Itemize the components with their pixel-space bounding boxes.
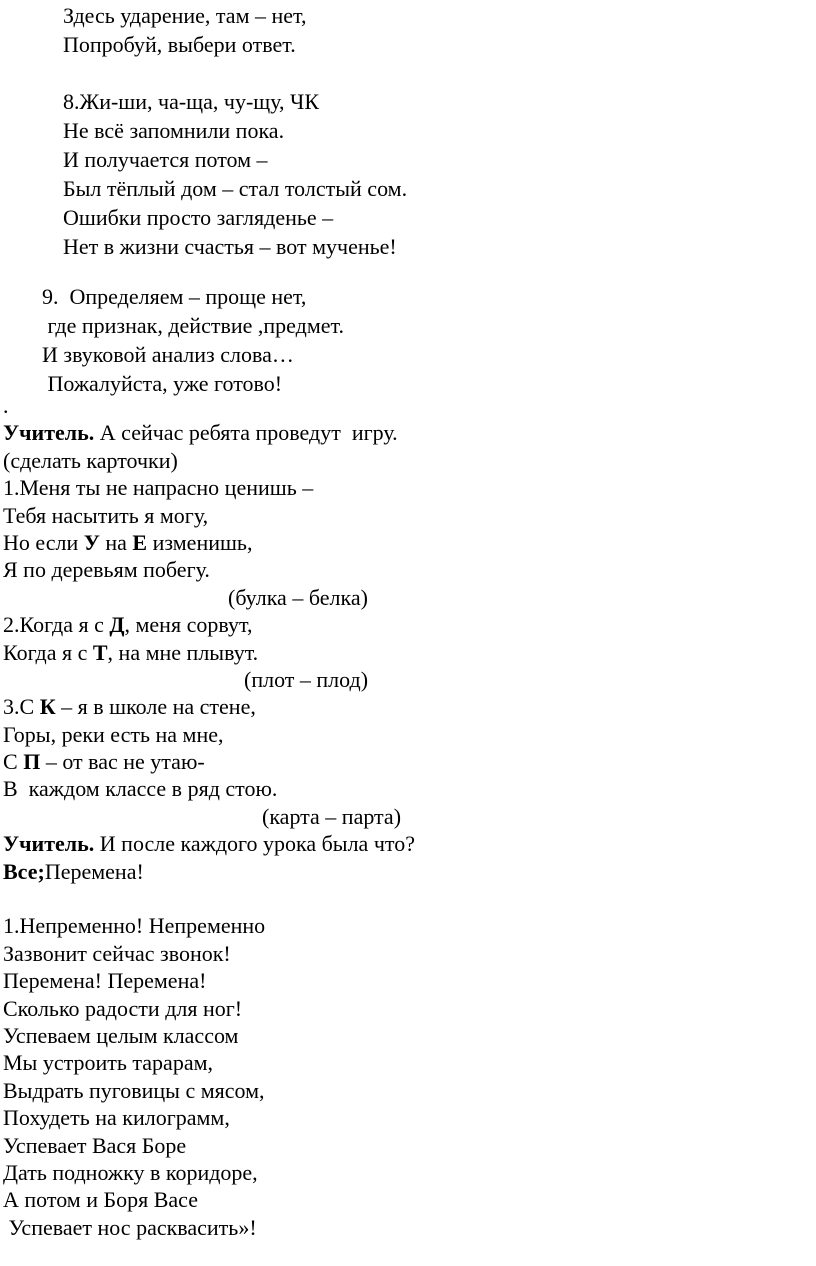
riddle-letter: Д: [109, 612, 125, 638]
poem-line: Не всё запомнили пока.: [63, 118, 285, 143]
riddle-line: Горы, реки есть на мне,: [3, 721, 224, 747]
poem-line: 9. Определяем – проще нет,: [42, 284, 307, 309]
teacher-remark: [3, 419, 813, 446]
riddle-answer: (булка – белка): [228, 584, 368, 610]
speaker-label: Все;: [3, 858, 45, 884]
separator-dot: .: [3, 393, 9, 418]
remark-text: Перемена!: [44, 858, 144, 884]
riddle-text: на: [99, 529, 133, 555]
riddle-text: 3.С: [3, 694, 40, 720]
poem-line: Успевает нос расквасить»!: [3, 1214, 257, 1240]
poem-stanza-8: [63, 87, 407, 261]
riddle-letter: П: [23, 749, 41, 775]
poem-line: Был тёплый дом – стал толстый сом.: [63, 176, 408, 201]
poem-line: Дать подножку в коридоре,: [3, 1159, 258, 1185]
poem-line: А потом и Боря Васе: [3, 1187, 198, 1213]
poem-line: Пожалуйста, уже готово!: [42, 371, 283, 396]
poem-stanza-7-ending: [63, 1, 307, 59]
poem-line: Попробуй, выбери ответ.: [63, 32, 296, 57]
riddle-text: 2.Когда я с: [3, 612, 110, 638]
poem-line: Мы устроить тарарам,: [3, 1050, 214, 1076]
remark-text: А сейчас ребята проведут игру.: [94, 420, 398, 446]
riddle-text: – от вас не утаю-: [40, 749, 205, 775]
all-remark: [3, 858, 813, 885]
poem-stanza-9: [0, 282, 344, 398]
poem-line: И звуковой анализ слова…: [42, 342, 294, 367]
riddle-answer: (карта – парта): [262, 803, 402, 829]
riddle-letter: К: [39, 694, 56, 720]
riddle-line: [3, 611, 813, 638]
poem-line: Сколько радости для ног!: [3, 995, 243, 1021]
riddle-text: , меня сорвут,: [124, 612, 253, 638]
poem-line: Нет в жизни счастья – вот мученье!: [63, 234, 397, 259]
poem-line: Успеваем целым классом: [3, 1022, 239, 1048]
speaker-label: Учитель.: [3, 831, 95, 857]
riddle-line: 1.Меня ты не напрасно ценишь –: [3, 475, 314, 501]
poem-line: где признак, действие ,предмет.: [42, 313, 344, 338]
riddle-line: [3, 639, 813, 666]
riddle-line: [3, 529, 813, 556]
riddle-text: С: [3, 749, 24, 775]
speaker-label: Учитель.: [3, 420, 95, 446]
poem-line: Ошибки просто загляденье –: [63, 205, 334, 230]
teacher-remark: [3, 830, 813, 857]
riddle-text: – я в школе на стене,: [55, 694, 256, 720]
poem-line: Успевает Вася Боре: [3, 1132, 187, 1158]
riddle-line: [3, 748, 813, 775]
riddle-text: Но если: [3, 529, 84, 555]
poem-line: Выдрать пуговицы с мясом,: [3, 1077, 265, 1103]
cards-note: (сделать карточки): [3, 447, 178, 473]
riddle-line: Тебя насытить я могу,: [3, 502, 209, 528]
main-text-block: [3, 392, 813, 1241]
poem-line: И получается потом –: [63, 147, 268, 172]
blank-line: [3, 885, 813, 912]
riddle-text: изменишь,: [147, 529, 253, 555]
poem-line: 8.Жи-ши, ча-ща, чу-щу, ЧК: [63, 89, 319, 114]
poem-line: 1.Непременно! Непременно: [3, 913, 266, 939]
riddle-line: В каждом классе в ряд стою.: [3, 776, 278, 802]
riddle-answer: (плот – плод): [244, 666, 369, 692]
riddle-text: , на мне плывут.: [107, 639, 259, 665]
riddle-letter: У: [83, 529, 100, 555]
riddle-text: Когда я с: [3, 639, 93, 665]
poem-line: Перемена! Перемена!: [3, 968, 207, 994]
remark-text: И после каждого урока была что?: [94, 831, 415, 857]
poem-line: Похудеть на килограмм,: [3, 1105, 230, 1131]
poem-line: Здесь ударение, там – нет,: [63, 3, 307, 28]
poem-line: Зазвонит сейчас звонок!: [3, 940, 231, 966]
riddle-line: [3, 693, 813, 720]
riddle-letter: Т: [92, 639, 108, 665]
riddle-line: Я по деревьям побегу.: [3, 557, 210, 583]
riddle-letter: Е: [132, 529, 148, 555]
